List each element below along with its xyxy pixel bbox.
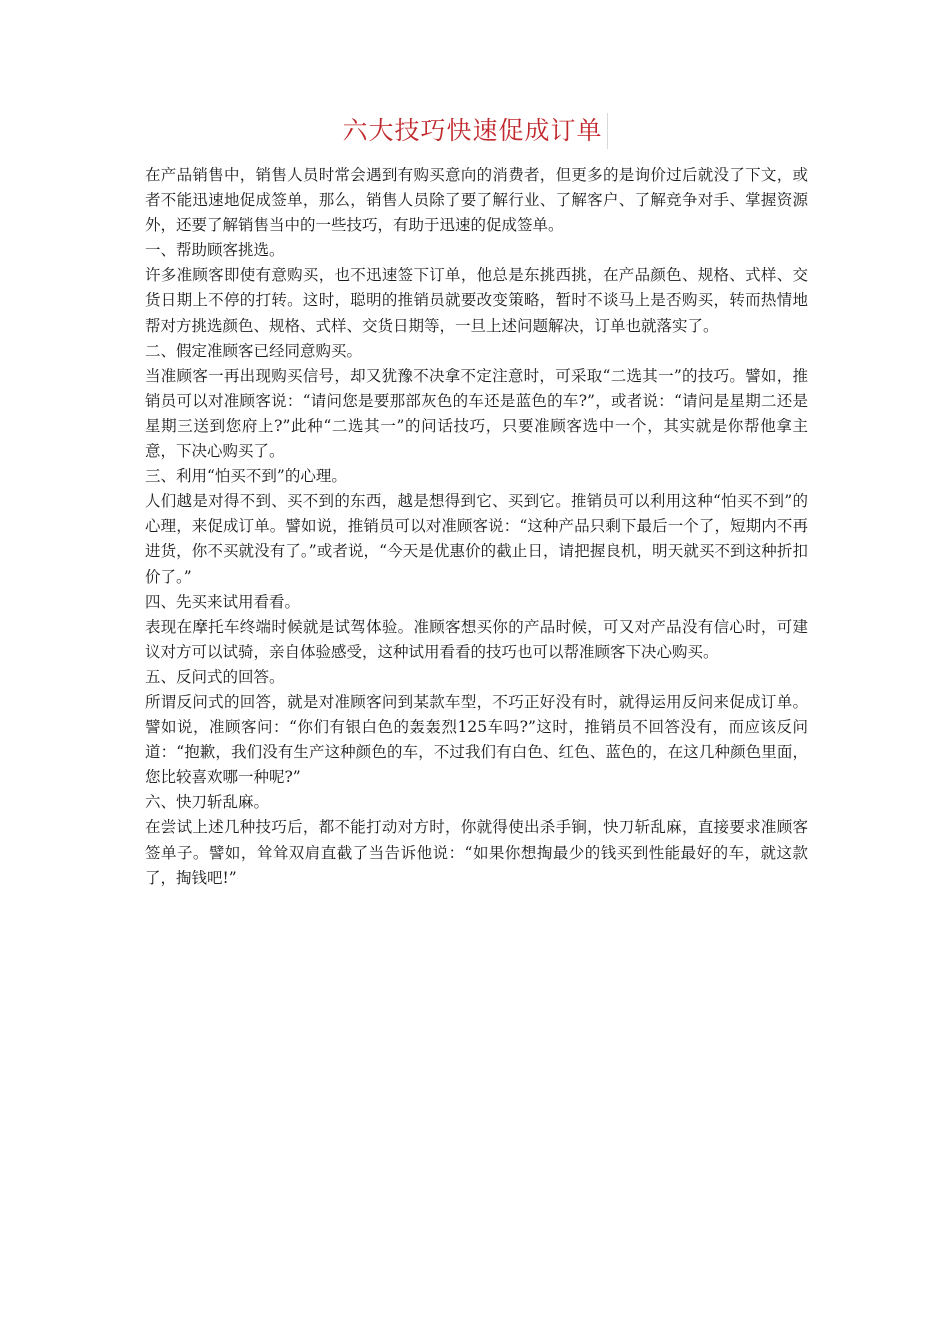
section-body-3: 人们越是对得不到、买不到的东西，越是想得到它、买到它。推销员可以利用这种“怕买不到”的心理，来促成订单。譬如说，推销员可以对准顾客说：“这种产品只剩下最后一个了，短期内不再进货，你不买就没有了。”或者说，“今天是优惠价的截止日，请把握良机，明天就买不到这种折扣价了。” [145, 492, 808, 586]
document-title: 六大技巧快速促成订单 [342, 113, 607, 149]
section-heading-2: 二、假定准顾客已经同意购买。 [145, 341, 363, 360]
section-heading-4: 四、先买来试用看看。 [145, 592, 301, 611]
section-body-6: 在尝试上述几种技巧后，都不能打动对方时，你就得使出杀手锏，快刀斩乱麻，直接要求准顾客签单子。譬如，耸耸双肩直截了当告诉他说：“如果你想掏最少的钱买到性能最好的车，就这款了，掏钱吧!” [145, 818, 808, 887]
section-body-2: 当准顾客一再出现购买信号，却又犹豫不决拿不定注意时，可采取“二选其一”的技巧。譬如，推销员可以对准顾客说：“请问您是要那部灰色的车还是蓝色的车?”，或者说：“请问是星期二还是星期三送到您府上?”此种“二选其一”的问话技巧，只要准顾客选中一个，其实就是你帮他拿主意，下决心购买了。 [145, 366, 808, 461]
section-heading-1: 一、帮助顾客挑选。 [145, 241, 285, 260]
intro-paragraph: 在产品销售中，销售人员时常会遇到有购买意向的消费者，但更多的是询价过后就没了下文，或者不能迅速地促成签单，那么，销售人员除了要了解行业、了解客户、了解竞争对手、掌握资源外，还要了解销售当中的一些技巧，有助于迅速的促成签单。 [145, 166, 808, 235]
section-heading-3: 三、利用“怕买不到”的心理。 [145, 467, 347, 486]
section-body-1: 许多准顾客即使有意购买，也不迅速签下订单，他总是东挑西挑，在产品颜色、规格、式样、交货日期上不停的打转。这时，聪明的推销员就要改变策略，暂时不谈马上是否购买，转而热情地帮对方挑选颜色、规格、式样、交货日期等，一旦上述问题解决，订单也就落实了。 [145, 266, 808, 335]
section-body-5: 所谓反问式的回答，就是对准顾客问到某款车型，不巧正好没有时，就得运用反问来促成订单。譬如说，准顾客问：“你们有银白色的轰轰烈125车吗?”这时，推销员不回答没有，而应该反问道：“抱歉，我们没有生产这种颜色的车，不过我们有白色、红色、蓝色的，在这几种颜色里面，您比较喜欢哪一种呢?” [145, 692, 808, 787]
section-heading-6: 六、快刀斩乱麻。 [145, 793, 270, 812]
title-container [0, 113, 950, 149]
document-body [145, 163, 808, 891]
section-heading-5: 五、反问式的回答。 [145, 667, 285, 686]
section-body-4: 表现在摩托车终端时候就是试驾体验。准顾客想买你的产品时候，可又对产品没有信心时，可建议对方可以试骑，亲自体验感受，这种试用看看的技巧也可以帮准顾客下决心购买。 [145, 617, 808, 661]
